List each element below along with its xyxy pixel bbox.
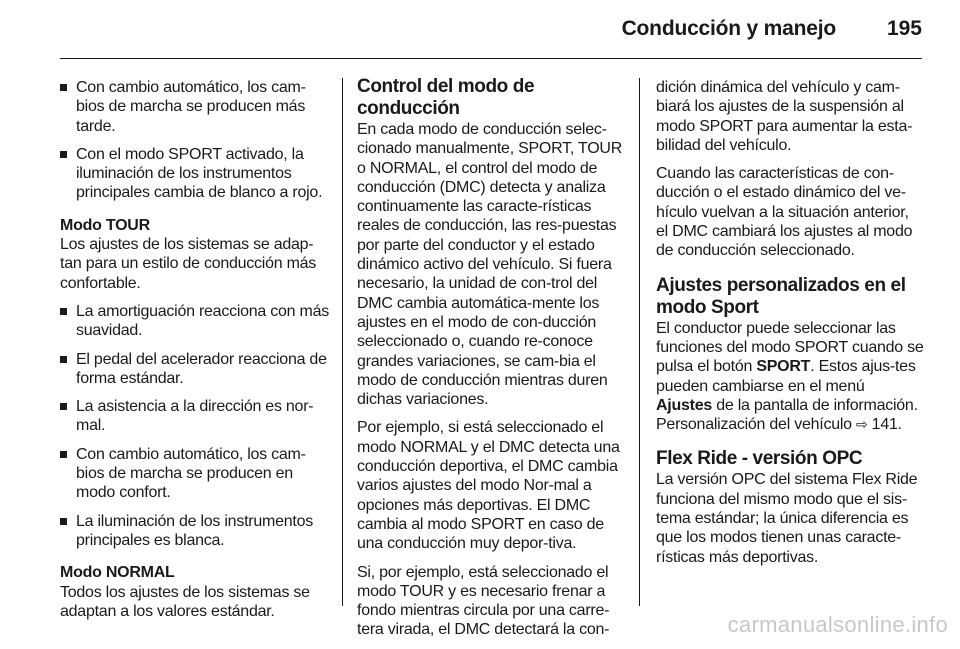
sport-button-label: SPORT [756, 358, 811, 376]
list-item: Con cambio automático, los cam-bios de marcha se producen en modo confort. [60, 445, 330, 503]
page-header [60, 0, 922, 59]
column-2 [357, 78, 625, 649]
column-divider-2 [639, 78, 640, 606]
list-item: La asistencia a la dirección es nor-mal. [60, 397, 330, 436]
sport-settings-paragraph [656, 319, 924, 435]
list-item: Con cambio automático, los cam-bios de marcha se producen más tarde. [60, 78, 330, 136]
page-reference-arrow-icon: ⇨ [855, 416, 868, 433]
list-item: El pedal del acelerador reacciona de forma estándar. [60, 350, 330, 389]
dmc-paragraph-5: Cuando las características de con-ducción o el estado dinámico del ve-hículo vuelvan a la situación anterior, el DMC cambiará los ajustes al modo de conducción seleccionado. [656, 165, 913, 260]
list-item: La iluminación de los instrumentos principales es blanca. [60, 512, 330, 551]
dmc-paragraph-2: Por ejemplo, si está seleccionado el modo NORMAL y el DMC detecta una conducción deportiva, el DMC cambia varios ajustes del modo Nor-mal a opciones más deportivas. El DMC cambia al modo SPORT en caso de una conducción muy depor-tiva. [357, 419, 620, 553]
list-item: Con el modo SPORT activado, la iluminación de los instrumentos principales cambia de blanco a rojo. [60, 145, 330, 203]
normal-mode-title: Modo NORMAL [60, 564, 175, 582]
text-run: . Estos ajus-tes pueden cambiarse en el menú [656, 358, 916, 395]
column-3 [656, 78, 924, 576]
tour-mode-text: Los ajustes de los sistemas se adap-tan para un estilo de conducción más confortable. [60, 236, 317, 292]
dmc-paragraph-4: dición dinámica del vehículo y cam-biará los ajustes de la suspensión al modo SPORT para aumentar la esta-bilidad del vehículo. [656, 79, 913, 154]
normal-mode-text: Todos los ajustes de los sistemas se adaptan a los valores estándar. [60, 583, 310, 620]
list-item: La amortiguación reacciona con más suavidad. [60, 302, 330, 341]
column-1 [60, 78, 330, 630]
watermark: carmanualsonline.info [727, 612, 948, 637]
flex-ride-paragraph: La versión OPC del sistema Flex Ride funciona del mismo modo que el sis-tema estándar; la única diferencia es que los modos tienen unas caracte-rísticas más deportivas. [656, 471, 918, 566]
dmc-paragraph-3: Si, por ejemplo, está seleccionado el modo TOUR y es necesario frenar a fondo mientras circula por una carre-tera virada, el DMC detectará la con- [357, 563, 610, 639]
page-reference: 141. [867, 416, 902, 434]
settings-menu-label: Ajustes [656, 396, 713, 414]
dmc-paragraph-1: En cada modo de conducción selec-cionado manualmente, SPORT, TOUR o NORMAL, el control del modo de conducción (DMC) detecta y analiza continuamente las caracte-rísticas reales de conducción, las res-puestas por parte del conductor y el estado dinámico activo del vehículo. Si fuera necesario, la unidad de con-trol del DMC cambia automática-mente los ajustes en el modo de con-ducción seleccionado o, cuando re-conoce grandes variaciones, se cam-bia el modo de conducción mientras duren dichas variaciones. [357, 121, 623, 409]
column-divider-1 [342, 78, 343, 606]
text-run: El conductor puede seleccionar las funciones del modo SPORT cuando se pulsa el botón [656, 319, 924, 376]
running-title: Conducción y manejo [621, 17, 836, 40]
section-heading-flex-ride: Flex Ride - versión OPC [656, 448, 863, 470]
section-heading-dmc: Control del modo de conducción [357, 76, 535, 119]
text-run: de la pantalla de información. Personalización del vehículo [656, 396, 918, 434]
page-number: 195 [886, 17, 922, 40]
tour-mode-title: Modo TOUR [60, 216, 150, 234]
section-heading-sport-settings: Ajustes personalizados en el modo Sport [656, 274, 906, 318]
